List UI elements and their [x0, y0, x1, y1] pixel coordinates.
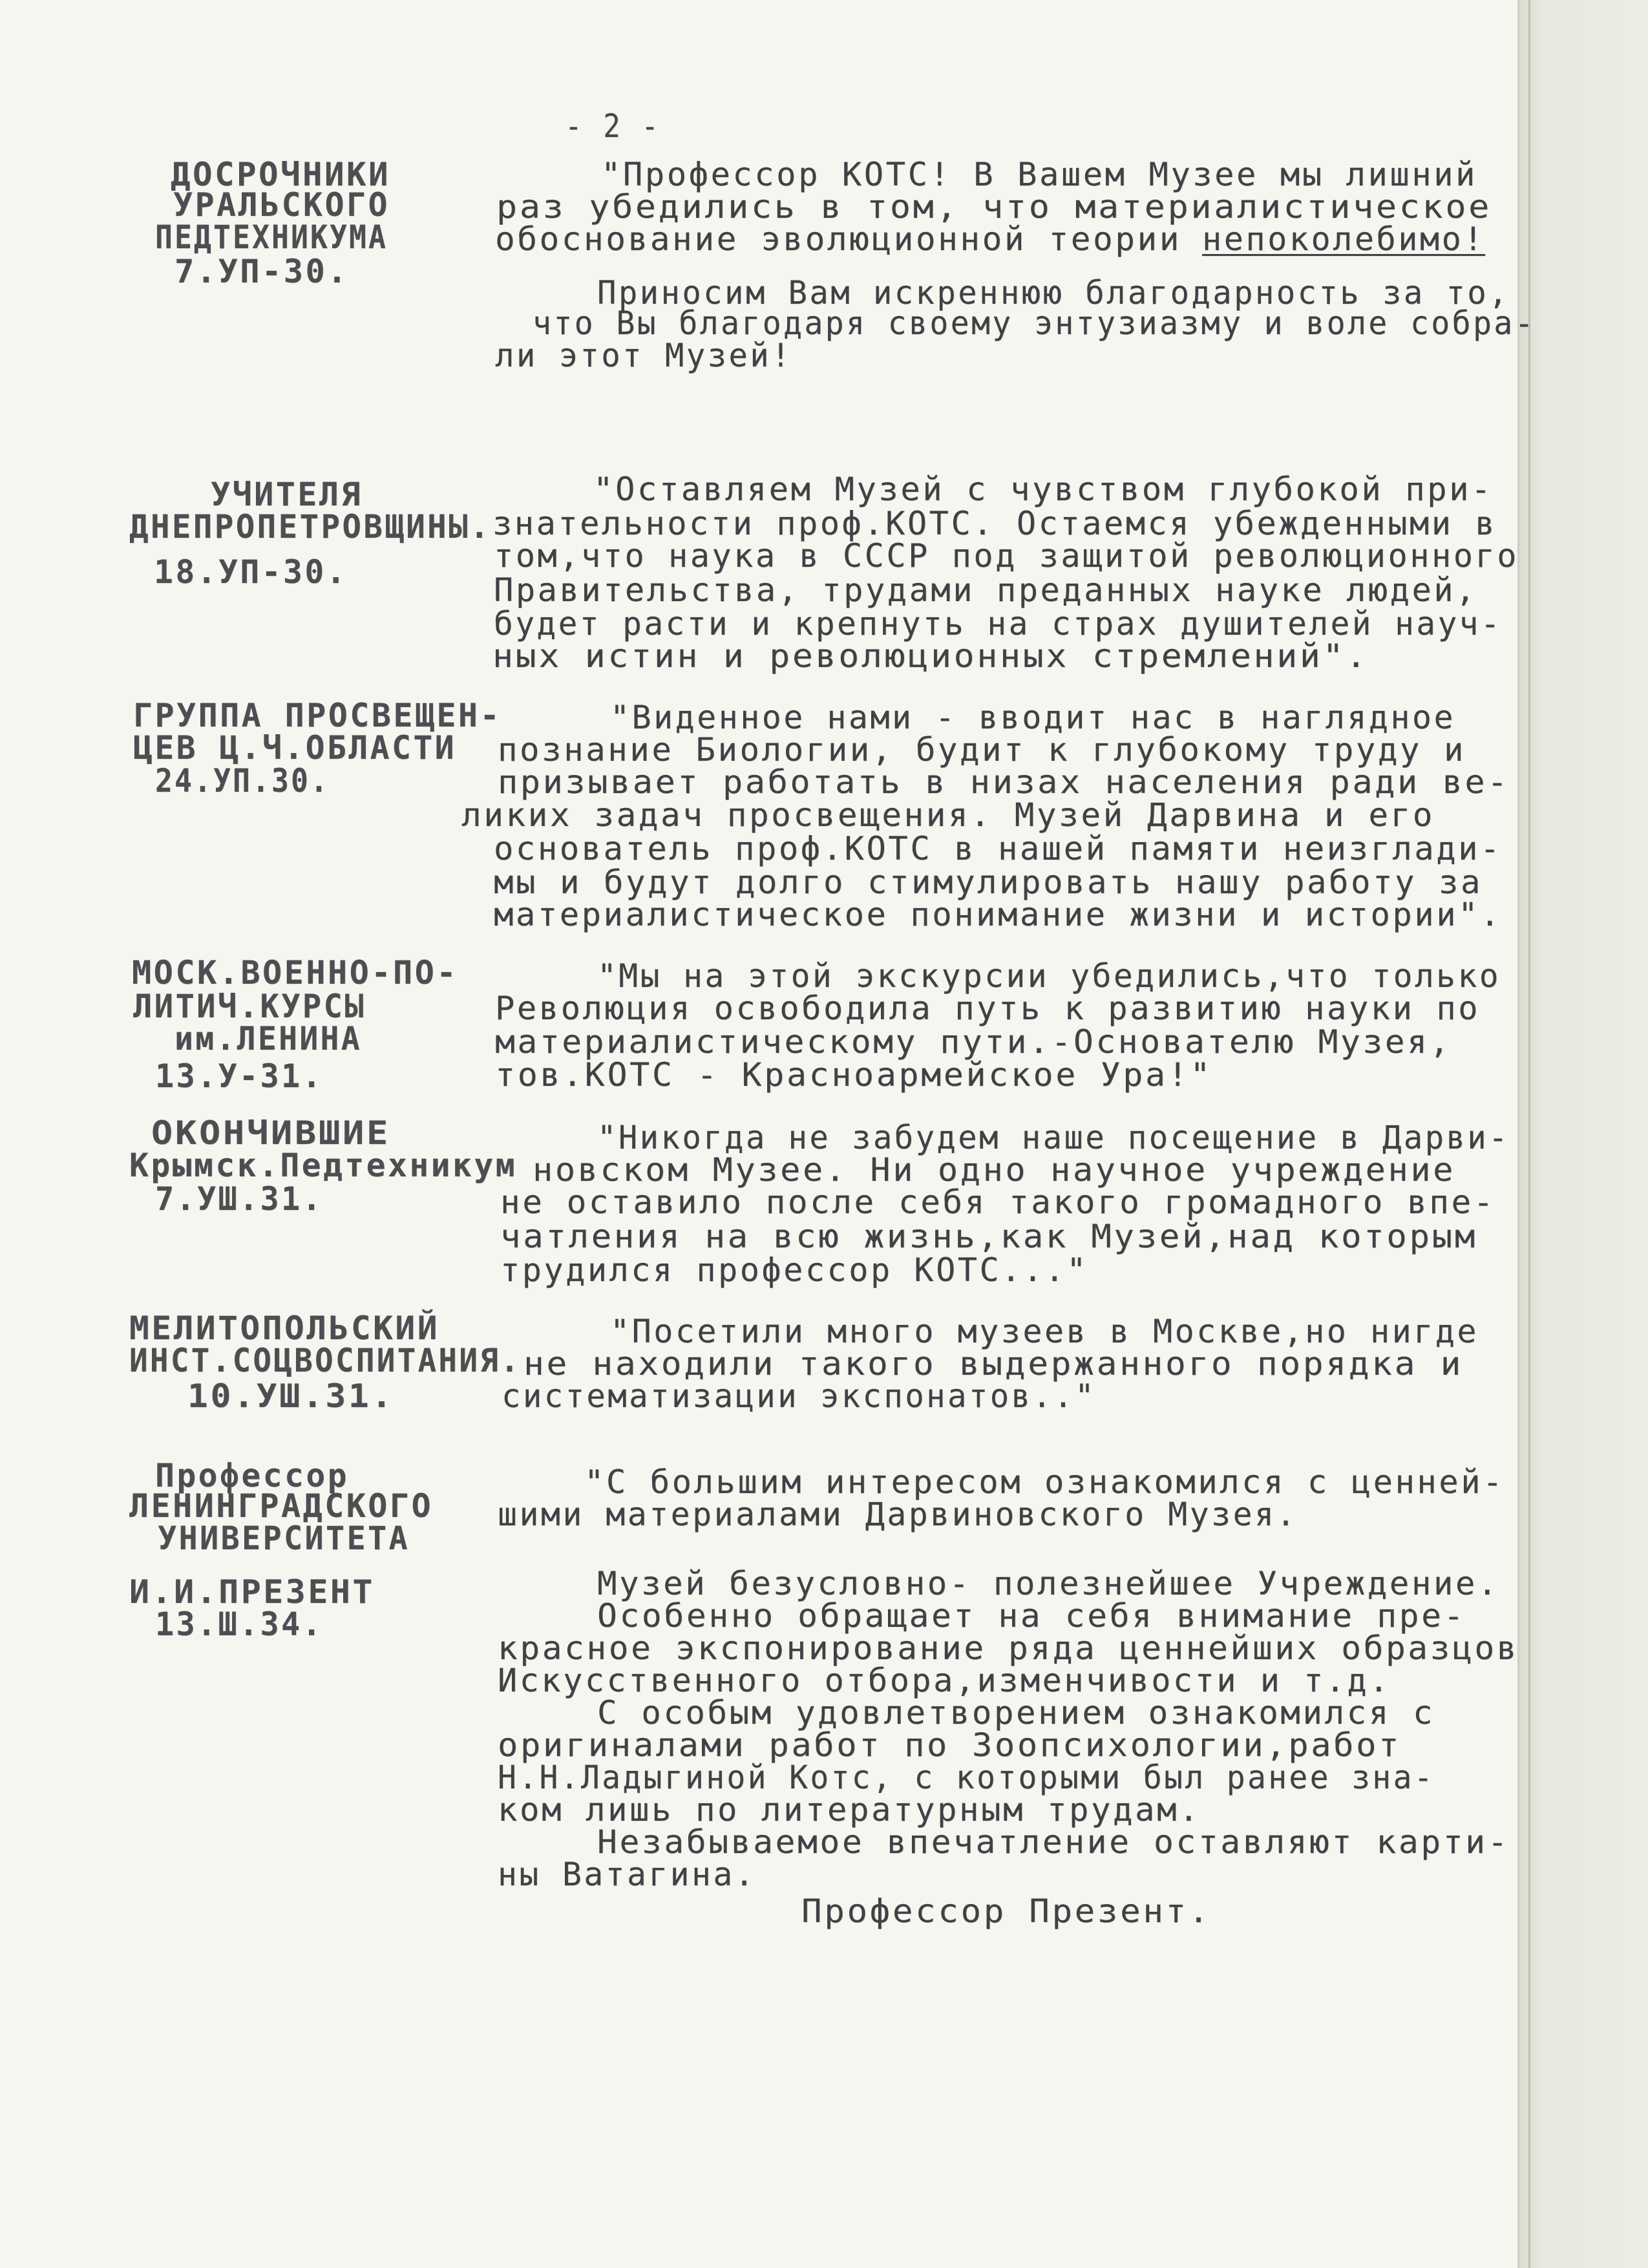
- sender-date: 13.У-31.: [155, 1057, 324, 1095]
- quote-line: Правительства, трудами преданных науке людей,: [494, 571, 1477, 609]
- sender-line: ПЕДТЕХНИКУМА: [155, 218, 388, 256]
- sender-line: ОКОНЧИВШИЕ: [151, 1114, 391, 1152]
- quote-line: Незабываемое впечатление оставляют карти-: [597, 1823, 1510, 1861]
- quote-line: "Оставляем Музей с чувством глубокой при-: [593, 471, 1494, 508]
- quote-line: ных истин и революционных стремлений".: [492, 637, 1369, 675]
- quote-line: Музей безусловно- полезнейшее Учреждение.: [597, 1565, 1500, 1602]
- sender-date: 24.УП.30.: [155, 762, 330, 800]
- quote-line: Н.Н.Ладыгиной Котс, с которыми был ранее зна-: [498, 1759, 1435, 1796]
- quote-line: Искусственного отбора,изменчивости и т.д.: [498, 1662, 1391, 1699]
- sender-date: 13.Ш.34.: [155, 1606, 324, 1643]
- sender-line: ЦЕВ Ц.Ч.ОБЛАСТИ: [133, 729, 457, 767]
- quote-line: призывает работать в низах населения ради ве-: [498, 763, 1510, 801]
- quote-line: материалистическому пути.-Основателю Музея,: [495, 1023, 1452, 1061]
- sender-line: ЛЕНИНГРАДСКОГО: [129, 1487, 434, 1525]
- quote-line: чатления на всю жизнь,как Музей,над которым: [500, 1218, 1477, 1255]
- sender-line: им.ЛЕНИНА: [174, 1020, 363, 1057]
- quote-line: оригиналами работ по Зоопсихологии,работ: [498, 1726, 1402, 1764]
- sender-line: УЧИТЕЛЯ: [211, 476, 363, 513]
- sender-line: Крымск.Педтехникум: [129, 1147, 518, 1184]
- sender-name: И.И.ПРЕЗЕНТ: [129, 1573, 375, 1611]
- page-edge-shadow: [1517, 0, 1648, 2268]
- sender-line: МОСК.ВОЕННО-ПО-: [132, 954, 459, 991]
- sender-date: 7.УШ.31.: [155, 1180, 324, 1218]
- sender-line: ЛИТИЧ.КУРСЫ: [133, 988, 366, 1025]
- quote-line: познание Биологии, будит к глубокому труду и: [498, 731, 1466, 768]
- quote-line: будет расти и крепнуть на страх душителей науч-: [494, 605, 1503, 642]
- quote-line: С особым удовлетворением ознакомился с: [597, 1694, 1435, 1732]
- quote-line: тов.КОТС - Красноармейское Ура!": [495, 1056, 1213, 1094]
- quote-line: не оставило после себя такого громадного впе-: [500, 1183, 1495, 1221]
- quote-line: том,что наука в СССР под защитой революционного: [494, 537, 1519, 575]
- quote-line: ли этот Музей!: [495, 337, 792, 374]
- sender-line: ИНСТ.СОЦВОСПИТАНИЯ.: [129, 1342, 522, 1379]
- sender-line: МЕЛИТОПОЛЬСКИЙ: [129, 1309, 439, 1347]
- sender-line: ДОСРОЧНИКИ: [171, 156, 390, 193]
- quote-line: трудился профессор КОТС...": [500, 1251, 1089, 1289]
- quote-line: красное экспонирование ряда ценнейших образцов: [498, 1629, 1519, 1667]
- sender-line: ДНЕПРОПЕТРОВЩИНЫ.: [129, 508, 491, 546]
- quote-line: Особенно обращает на себя внимание пре-: [597, 1597, 1466, 1635]
- sender-date: 7.УП-30.: [174, 253, 350, 290]
- signature-line: Профессор Презент.: [801, 1892, 1212, 1930]
- quote-line: мы и будут долго стимулировать нашу работу за: [494, 864, 1483, 901]
- quote-line: "Посетили много музеев в Москве,но нигде: [610, 1313, 1479, 1350]
- quote-line: "С большим интересом ознакомился с ценней-: [584, 1463, 1505, 1501]
- quote-line: материалистическое понимание жизни и истории".: [494, 896, 1502, 933]
- sender-line: ГРУППА ПРОСВЕЩЕН-: [133, 697, 502, 734]
- quote-line: "Виденное нами - вводит нас в наглядное: [610, 699, 1456, 736]
- sender-date: 10.УШ.31.: [187, 1377, 395, 1415]
- quote-line: "Мы на этой экскурсии убедились,что только: [597, 957, 1501, 995]
- underlined-word: непоколебимо!: [1202, 220, 1485, 258]
- page-number: - 2 -: [565, 107, 661, 145]
- quote-line: обоснование эволюционной теории: [495, 220, 1182, 258]
- sender-date: 18.УП-30.: [154, 553, 348, 591]
- quote-line: основатель проф.КОТС в нашей памяти неизглади-: [494, 830, 1502, 867]
- quote-line: знательности проф.КОТС. Остаемся убежденными в: [492, 505, 1497, 542]
- quote-line: "Профессор КОТС! В Вашем Музее мы лишний: [601, 156, 1477, 193]
- quote-line: ны Ватагина.: [498, 1856, 757, 1893]
- sender-line: УРАЛЬСКОГО: [173, 186, 390, 224]
- quote-line: Революция освободила путь к развитию науки по: [495, 990, 1481, 1027]
- quote-line: систематизации экспонатов..": [502, 1377, 1096, 1415]
- sender-line: Профессор: [155, 1457, 349, 1494]
- quote-line: ликих задач просвещения. Музей Дарвина и его: [461, 796, 1435, 834]
- quote-line: раз убедились в том, что материалистическое: [496, 188, 1492, 226]
- quote-line: ком лишь по литературным трудам.: [498, 1791, 1201, 1828]
- quote-line: новском Музее. Ни одно научное учреждение: [533, 1151, 1456, 1189]
- quote-line: не находили такого выдержанного порядка и: [523, 1345, 1464, 1383]
- quote-line: "Никогда не забудем наше посещение в Дарви-: [597, 1119, 1510, 1156]
- quote-line: шими материалами Дарвиновского Музея.: [498, 1496, 1298, 1533]
- quote-line: что Вы благодаря своему энтузиазму и воле собра-: [533, 304, 1536, 342]
- sender-line: УНИВЕРСИТЕТА: [158, 1520, 410, 1557]
- quote-line: Приносим Вам искреннюю благодарность за то,: [597, 274, 1510, 312]
